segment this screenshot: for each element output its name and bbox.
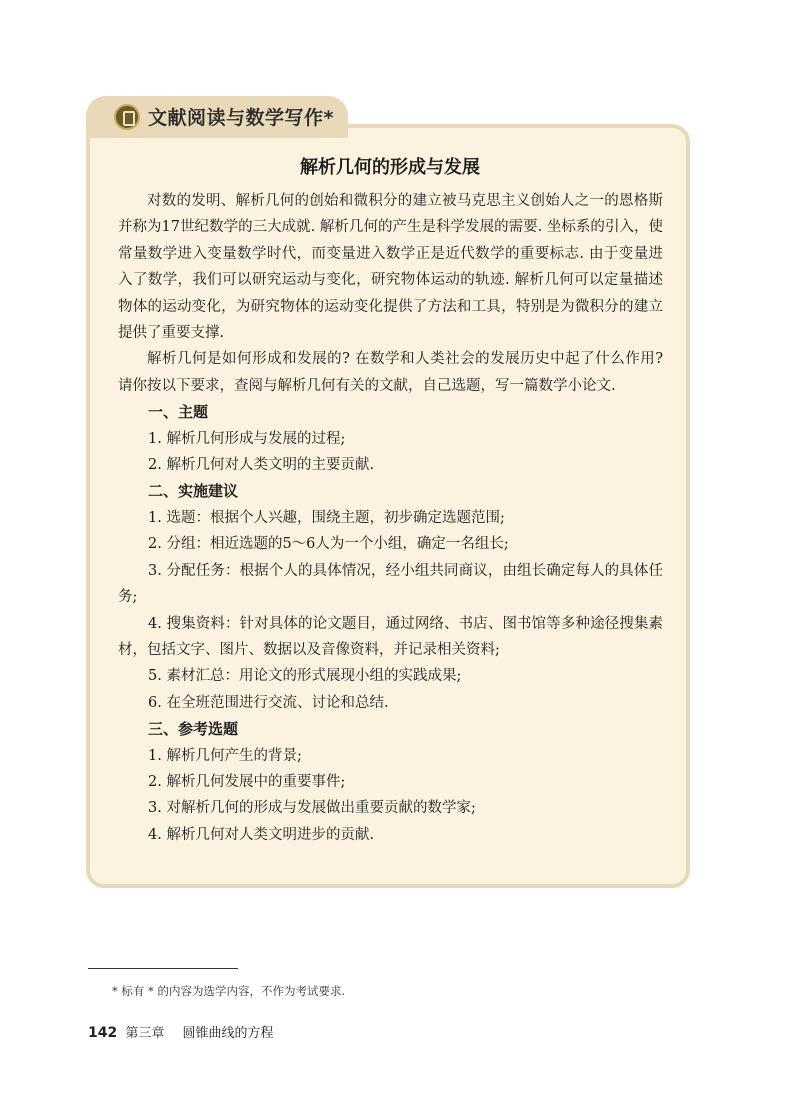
article-title: 解析几何的形成与发展 (300, 157, 480, 178)
list-item: 1. 解析几何产生的背景; (148, 747, 302, 764)
page-number: 142 (88, 1025, 118, 1041)
paragraph: 解析几何是如何形成和发展的? 在数学和人类社会的发展历史中起了什么作用? 请你按以下要求，查阅与解析几何有关的文献，自己选题，写一篇数学小论文. (118, 351, 663, 394)
section-heading: 一、主题 (148, 403, 209, 422)
footnote: * 标有 * 的内容为选学内容，不作为考试要求. (112, 984, 346, 998)
list-item: 3. 分配任务：根据个人的具体情况，经小组共同商议，由组长确定每人的具体任务; (118, 562, 663, 606)
article-body (118, 188, 663, 848)
paragraph: 对数的发明、解析几何的创始和微积分的建立被马克思主义创始人之一的恩格斯并称为17世纪数学的三大成就. 解析几何的产生是科学发展的需要. 坐标系的引入，使常量数学进入变量数学时代，而变量进入数学正是近代数学的重要标志. 由于变量进入了数学，我们可以研究运动与变化，研究物体运动的轨迹. 解析几何可以定量描述物体的运动变化，为研究物体的运动变化提供了方法和工具，特别是为微积分的建立提供了重要支撑. (118, 193, 663, 342)
list-item: 1. 选题：根据个人兴趣，围绕主题，初步确定选题范围; (148, 509, 505, 526)
section-heading: 三、参考选题 (148, 720, 239, 739)
list-item: 1. 解析几何形成与发展的过程; (148, 430, 346, 447)
list-item: 2. 分组：相近选题的5～6人为一个小组，确定一名组长; (148, 536, 509, 553)
book-icon (114, 104, 140, 130)
list-item: 4. 搜集资料：针对具体的论文题目，通过网络、书店、图书馆等多种途径搜集素材，包括文字、图片、数据以及音像资料，并记录相关资料; (118, 615, 663, 658)
footnote-rule (88, 968, 238, 969)
list-item: 6. 在全班范围进行交流、讨论和总结. (148, 694, 389, 711)
list-item: 2. 解析几何对人类文明的主要贡献. (148, 457, 375, 474)
list-item: 5. 素材汇总：用论文的形式展现小组的实践成果; (148, 668, 462, 685)
page-footer (88, 1022, 274, 1041)
chapter-label: 第三章 (125, 1026, 165, 1041)
list-item: 4. 解析几何对人类文明进步的贡献. (148, 826, 375, 843)
section-title: 文献阅读与数学写作* (148, 107, 334, 129)
section-heading: 二、实施建议 (148, 482, 239, 501)
chapter-title: 圆锥曲线的方程 (182, 1026, 274, 1041)
list-item: 2. 解析几何发展中的重要事件; (148, 773, 346, 790)
list-item: 3. 对解析几何的形成与发展做出重要贡献的数学家; (148, 800, 476, 817)
